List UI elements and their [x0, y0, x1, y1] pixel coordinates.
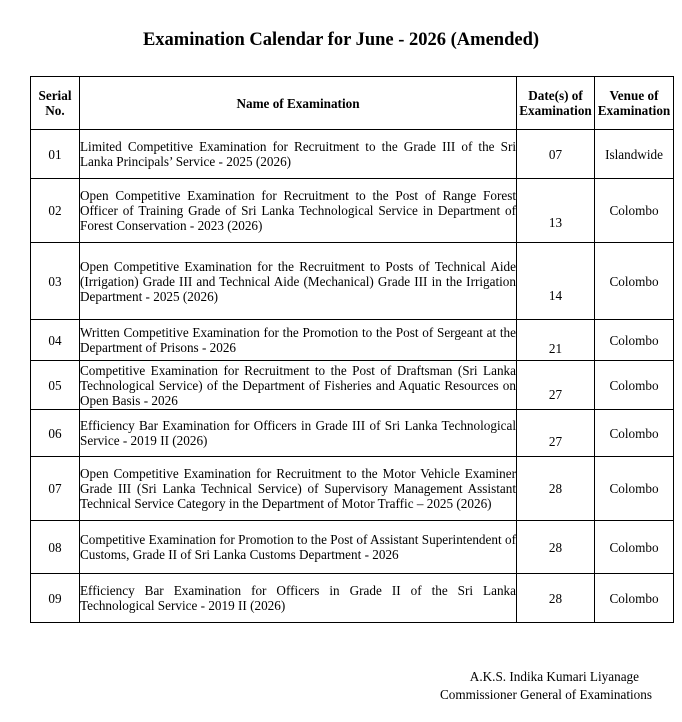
exam-name-cell: Competitive Examination for Recruitment to the Post of Draftsman (Sri Lanka Technological Service) of the Department of Fisheries and Aquatic Resources on Open Basis - 2026	[80, 362, 516, 408]
table-row	[31, 361, 674, 410]
header-name-of-examination: Name of Examination	[80, 77, 517, 130]
date-cell: 28	[517, 457, 595, 521]
serial-cell: 05	[31, 361, 80, 410]
exam-name-cell: Open Competitive Examination for the Recruitment to Posts of Technical Aide (Irrigation) Grade III and Technical Aide (Mechanical) Grade III in the Irrigation Department - 2025 (2026)	[80, 243, 517, 320]
serial-cell: 09	[31, 574, 80, 623]
venue-cell: Colombo	[595, 410, 674, 457]
exam-name-cell: Open Competitive Examination for Recruitment to the Motor Vehicle Examiner Grade III (Sri Lanka Technical Service) of Supervisory Management Assistant Technical Service Category in the Department of Motor Traffic – 2025 (2026)	[80, 457, 517, 521]
date-cell: 07	[517, 130, 595, 179]
table-row	[31, 243, 674, 320]
table-row	[31, 521, 674, 574]
table-row	[31, 457, 674, 521]
venue-cell: Colombo	[595, 457, 674, 521]
date-cell: 28	[517, 574, 595, 623]
table-row	[31, 320, 674, 361]
examination-calendar-table	[30, 76, 674, 623]
date-cell: 21	[517, 320, 595, 361]
table-row	[31, 179, 674, 243]
table-row	[31, 410, 674, 457]
exam-name-cell: Open Competitive Examination for Recruitment to the Post of Range Forest Officer of Training Grade of Sri Lanka Technological Service in Department of Forest Conservation - 2023 (2026)	[80, 179, 517, 243]
table-row	[31, 130, 674, 179]
venue-cell: Colombo	[595, 320, 674, 361]
serial-cell: 02	[31, 179, 80, 243]
exam-name-cell: Efficiency Bar Examination for Officers in Grade III of Sri Lanka Technological Service - 2019 II (2026)	[80, 410, 517, 457]
table-header-row	[31, 77, 674, 130]
venue-cell: Islandwide	[595, 130, 674, 179]
venue-cell: Colombo	[595, 361, 674, 410]
venue-cell: Colombo	[595, 243, 674, 320]
table-row	[31, 574, 674, 623]
date-cell: 14	[517, 243, 595, 320]
exam-name-cell: Limited Competitive Examination for Recruitment to the Grade III of the Sri Lanka Principals’ Service - 2025 (2026)	[80, 130, 517, 179]
date-cell: 27	[517, 410, 595, 457]
date-cell: 13	[517, 179, 595, 243]
date-cell: 27	[517, 361, 595, 410]
header-serial-no: Serial No.	[31, 77, 80, 130]
serial-cell: 04	[31, 320, 80, 361]
header-venue-of-examination: Venue of Examination	[595, 77, 674, 130]
serial-cell: 03	[31, 243, 80, 320]
date-cell: 28	[517, 521, 595, 574]
venue-cell: Colombo	[595, 574, 674, 623]
serial-cell: 06	[31, 410, 80, 457]
page-title: Examination Calendar for June - 2026 (Amended)	[142, 30, 540, 50]
signatory-designation: Commissioner General of Examinations	[439, 687, 652, 702]
signatory-name: A.K.S. Indika Kumari Liyanage	[469, 669, 639, 684]
exam-name-cell: Written Competitive Examination for the Promotion to the Post of Sergeant at the Department of Prisons - 2026	[80, 320, 517, 361]
serial-cell: 01	[31, 130, 80, 179]
venue-cell: Colombo	[595, 179, 674, 243]
serial-cell: 07	[31, 457, 80, 521]
serial-cell: 08	[31, 521, 80, 574]
exam-name-cell: Efficiency Bar Examination for Officers in Grade II of the Sri Lanka Technological Service - 2019 II (2026)	[80, 574, 517, 623]
exam-name-cell: Competitive Examination for Promotion to the Post of Assistant Superintendent of Customs, Grade II of Sri Lanka Customs Department - 2026	[80, 521, 517, 574]
venue-cell: Colombo	[595, 521, 674, 574]
header-dates-of-examination: Date(s) of Examination	[517, 77, 595, 130]
signature-block	[440, 668, 652, 704]
